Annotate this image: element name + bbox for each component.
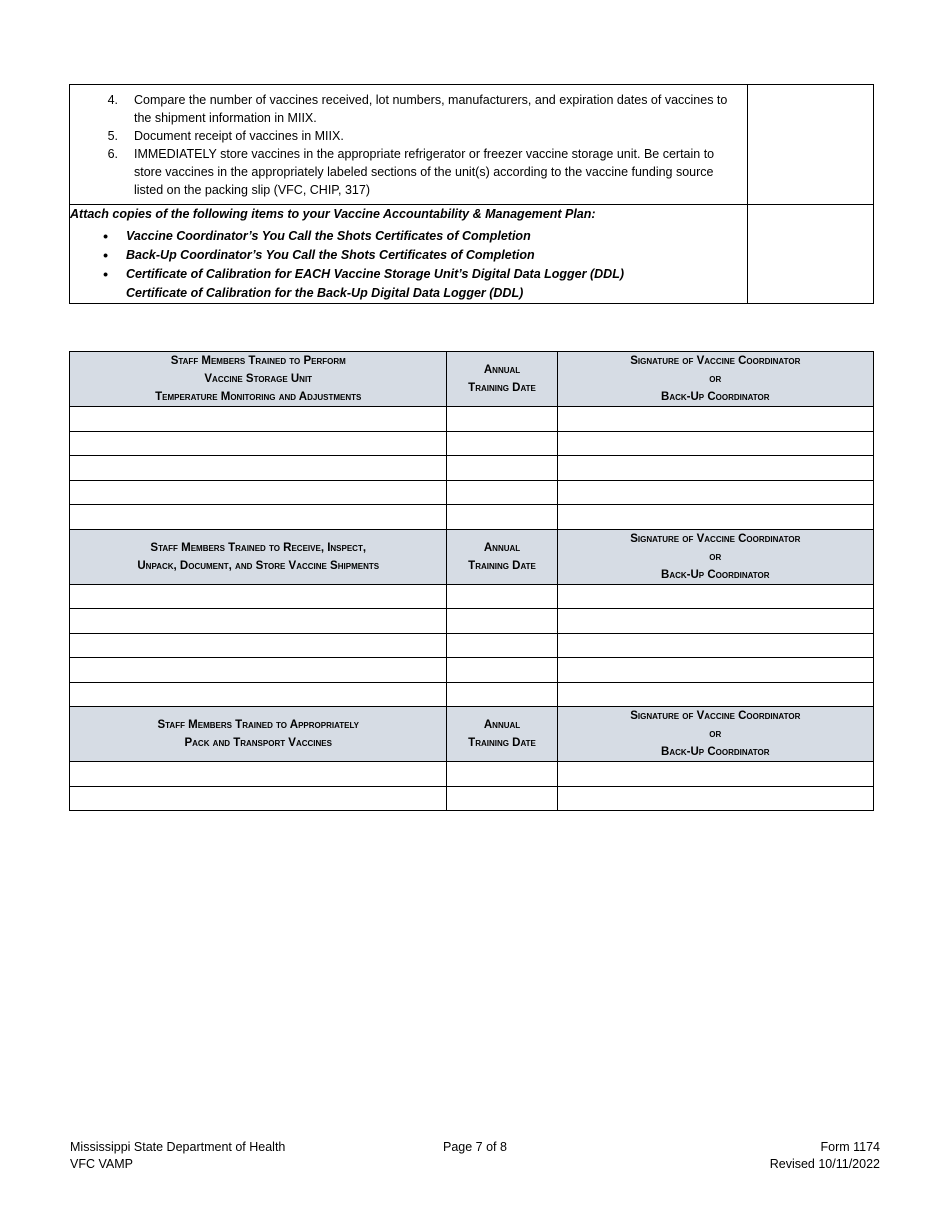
signature-cell[interactable] [557, 505, 873, 530]
header-line: Vaccine Storage Unit [204, 373, 313, 385]
section-header-row [70, 352, 874, 407]
signature-cell[interactable] [557, 682, 873, 707]
header-line: or [709, 550, 722, 563]
staff-name-cell[interactable] [70, 786, 447, 811]
procedure-table [69, 84, 874, 304]
header-line: Training Date [468, 559, 536, 572]
training-date-cell[interactable] [447, 431, 557, 456]
training-date-cell[interactable] [447, 658, 557, 683]
training-date-cell[interactable] [447, 407, 557, 432]
staff-name-cell[interactable] [70, 456, 447, 481]
table-row [70, 456, 874, 481]
step-text: IMMEDIATELY store vaccines in the appropriate refrigerator or freezer vaccine storage unit. Be certain to store vaccines in the appropriately labeled sections of the unit(s) according to the vaccine funding source listed on the packing slip (VFC, CHIP, 317) [134, 147, 715, 197]
footer-page-number: Page 7 of 8 [443, 1140, 507, 1154]
steps-check-cell[interactable] [748, 85, 874, 205]
signature-cell[interactable] [557, 633, 873, 658]
signature-cell[interactable] [557, 762, 873, 787]
step-number: 5. [107, 129, 118, 143]
training-date-cell[interactable] [447, 456, 557, 481]
step-number: 6. [107, 147, 118, 161]
table-row [70, 609, 874, 634]
signature-cell[interactable] [557, 609, 873, 634]
section-header-row [70, 529, 874, 584]
header-line: Signature of Vaccine Coordinator [630, 355, 801, 367]
staff-name-cell[interactable] [70, 505, 447, 530]
attachment-text: Back-Up Coordinator’s You Call the Shots Certificates of Completion [126, 248, 535, 262]
header-line: Annual [483, 541, 521, 554]
attachments-row [70, 205, 874, 304]
attachment-item [70, 265, 747, 284]
attachment-text: Certificate of Calibration for the Back-Up Digital Data Logger (DDL) [126, 286, 524, 300]
attachments-list [70, 227, 747, 303]
signature-cell[interactable] [557, 431, 873, 456]
header-line: Training Date [468, 382, 536, 394]
step-item [70, 145, 739, 199]
bullet-icon: • [103, 247, 108, 263]
header-line: Signature of Vaccine Coordinator [630, 710, 801, 722]
table-row [70, 633, 874, 658]
signature-column-header [557, 529, 873, 584]
training-date-cell[interactable] [447, 682, 557, 707]
attachment-text: Vaccine Coordinator’s You Call the Shots Certificates of Completion [126, 229, 531, 243]
attachments-heading: Attach copies of the following items to your Vaccine Accountability & Management Plan: [70, 207, 596, 221]
training-date-cell[interactable] [447, 786, 557, 811]
table-row [70, 786, 874, 811]
signature-cell[interactable] [557, 786, 873, 811]
table-row [70, 407, 874, 432]
staff-training-table [69, 351, 874, 811]
header-line: or [709, 728, 722, 740]
header-line: Training Date [468, 737, 536, 749]
signature-cell[interactable] [557, 480, 873, 505]
attachment-item [70, 227, 747, 246]
bullet-icon: • [103, 266, 108, 282]
footer-program: VFC VAMP [70, 1157, 133, 1171]
staff-name-cell[interactable] [70, 633, 447, 658]
signature-cell[interactable] [557, 584, 873, 609]
header-line: or [709, 373, 722, 385]
staff-name-cell[interactable] [70, 762, 447, 787]
bullet-icon: • [103, 228, 108, 244]
staff-column-header [70, 352, 447, 407]
training-date-cell[interactable] [447, 505, 557, 530]
staff-name-cell[interactable] [70, 431, 447, 456]
header-line: Back-Up Coordinator [661, 391, 770, 403]
footer-form-number: Form 1174 [820, 1140, 880, 1154]
section-header-row [70, 707, 874, 762]
table-row [70, 682, 874, 707]
signature-column-header [557, 352, 873, 407]
staff-name-cell[interactable] [70, 658, 447, 683]
header-line: Annual [483, 364, 521, 376]
header-line: Staff Members Trained to Receive, Inspect, [150, 541, 367, 554]
footer-revised-date: Revised 10/11/2022 [769, 1157, 880, 1171]
procedure-steps-row [70, 85, 874, 205]
training-date-cell[interactable] [447, 633, 557, 658]
staff-name-cell[interactable] [70, 682, 447, 707]
table-row [70, 505, 874, 530]
step-text: Document receipt of vaccines in MIIX. [134, 129, 344, 143]
header-line: Signature of Vaccine Coordinator [630, 532, 801, 545]
staff-name-cell[interactable] [70, 480, 447, 505]
table-row [70, 480, 874, 505]
staff-column-header [70, 707, 447, 762]
header-line: Back-Up Coordinator [661, 568, 770, 581]
staff-name-cell[interactable] [70, 609, 447, 634]
footer-org: Mississippi State Department of Health [70, 1140, 286, 1154]
footer-right [770, 1139, 880, 1173]
header-line: Unpack, Document, and Store Vaccine Shipments [137, 559, 380, 572]
table-row [70, 431, 874, 456]
step-number: 4. [107, 93, 118, 107]
step-text: Compare the number of vaccines received, lot numbers, manufacturers, and expiration dates of vaccines to the shipment information in MIIX. [134, 93, 728, 125]
header-line: Annual [483, 719, 521, 731]
staff-name-cell[interactable] [70, 407, 447, 432]
header-line: Temperature Monitoring and Adjustments [155, 391, 362, 403]
attachments-check-cell[interactable] [748, 205, 874, 304]
step-item [70, 127, 739, 145]
header-line: Pack and Transport Vaccines [184, 737, 332, 749]
training-date-cell[interactable] [447, 762, 557, 787]
date-column-header [447, 352, 557, 407]
attachment-text: Certificate of Calibration for EACH Vaccine Storage Unit’s Digital Data Logger (DDL) [126, 267, 624, 281]
attachments-cell [70, 205, 748, 304]
attachment-item [70, 284, 747, 303]
staff-name-cell[interactable] [70, 584, 447, 609]
table-row [70, 762, 874, 787]
attachment-item [70, 246, 747, 265]
training-date-cell[interactable] [447, 609, 557, 634]
training-date-cell[interactable] [447, 480, 557, 505]
header-line: Staff Members Trained to Perform [170, 355, 346, 367]
header-line: Staff Members Trained to Appropriately [157, 719, 359, 731]
signature-cell[interactable] [557, 456, 873, 481]
table-row [70, 584, 874, 609]
table-row [70, 658, 874, 683]
signature-cell[interactable] [557, 658, 873, 683]
staff-column-header [70, 529, 447, 584]
training-date-cell[interactable] [447, 584, 557, 609]
signature-column-header [557, 707, 873, 762]
date-column-header [447, 529, 557, 584]
date-column-header [447, 707, 557, 762]
steps-list [70, 85, 747, 204]
procedure-steps-cell [70, 85, 748, 205]
header-line: Back-Up Coordinator [661, 746, 770, 758]
signature-cell[interactable] [557, 407, 873, 432]
step-item [70, 91, 739, 127]
